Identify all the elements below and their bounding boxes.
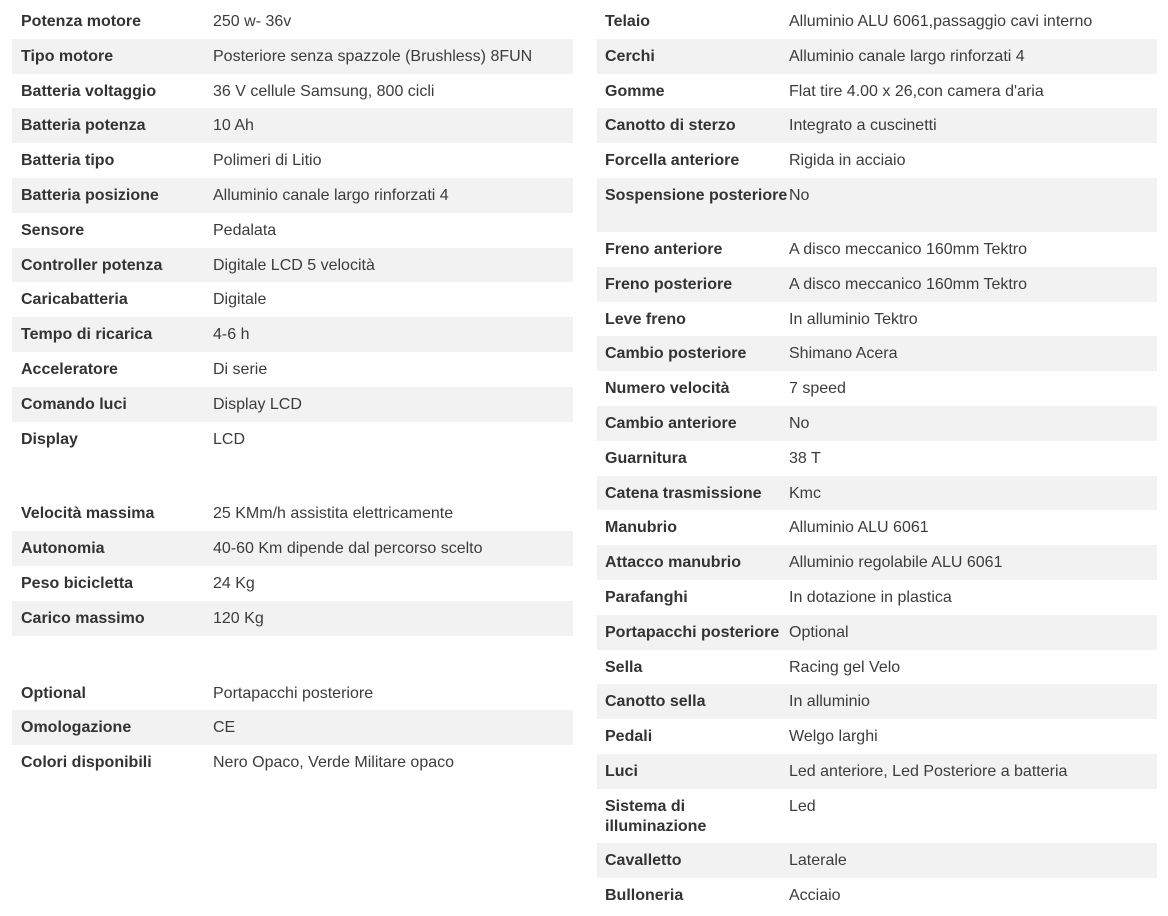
spec-label: Forcella anteriore xyxy=(605,152,740,170)
spec-row xyxy=(12,352,573,387)
spec-label: Omologazione xyxy=(21,719,132,737)
spec-row xyxy=(597,336,1157,371)
left-spec-table xyxy=(12,4,573,780)
spec-label: Batteria potenza xyxy=(21,117,146,135)
spec-row xyxy=(597,754,1157,789)
spec-row xyxy=(597,232,1157,267)
spec-label: Freno anteriore xyxy=(605,240,723,258)
spec-value: Alluminio canale largo rinforzati 4 xyxy=(213,186,449,204)
spec-label: Acceleratore xyxy=(21,360,118,378)
spec-row xyxy=(597,178,1157,232)
spec-value: Led anteriore, Led Posteriore a batteria xyxy=(789,762,1068,780)
spec-label: Autonomia xyxy=(21,540,105,558)
spec-value: In dotazione in plastica xyxy=(789,588,952,606)
spec-label: Sensore xyxy=(21,221,85,239)
spec-value: Welgo larghi xyxy=(789,728,878,746)
spec-value: 36 V cellule Samsung, 800 cicli xyxy=(213,82,435,100)
spec-value: A disco meccanico 160mm Tektro xyxy=(789,240,1028,258)
spec-label: Batteria tipo xyxy=(21,152,115,170)
spec-value: Polimeri di Litio xyxy=(213,152,322,170)
spec-label: Telaio xyxy=(605,13,651,30)
spec-row xyxy=(597,143,1157,178)
spec-value: Shimano Acera xyxy=(789,345,898,363)
spec-value: 250 w- 36v xyxy=(213,13,292,30)
spec-value: Integrato a cuscinetti xyxy=(789,117,937,135)
spec-value: A disco meccanico 160mm Tektro xyxy=(789,275,1028,293)
spec-row xyxy=(12,422,573,457)
spec-label: Tempo di ricarica xyxy=(21,326,153,344)
spec-label: Caricabatteria xyxy=(21,291,128,309)
spec-row xyxy=(12,566,573,601)
spec-label: Peso bicicletta xyxy=(21,574,134,592)
spec-row xyxy=(597,74,1157,109)
spec-value: Alluminio canale largo rinforzati 4 xyxy=(789,47,1025,65)
spec-value: 7 speed xyxy=(789,380,846,398)
spec-label: Cerchi xyxy=(605,47,655,65)
spec-label: Canotto di sterzo xyxy=(605,117,736,135)
spec-value: 40-60 Km dipende dal percorso scelto xyxy=(213,540,483,558)
spec-value: Led xyxy=(789,797,816,815)
spec-row xyxy=(597,684,1157,719)
spec-value: CE xyxy=(213,719,236,737)
spec-label: Gomme xyxy=(605,82,665,100)
spec-row xyxy=(12,74,573,109)
spec-row xyxy=(12,317,573,352)
spec-row xyxy=(12,745,573,780)
spec-label: Display xyxy=(21,430,78,448)
spec-row xyxy=(597,545,1157,580)
spec-row xyxy=(597,615,1157,650)
spec-value: 10 Ah xyxy=(213,117,254,135)
spec-value: No xyxy=(789,186,810,204)
spec-row xyxy=(597,719,1157,754)
spec-row xyxy=(597,878,1157,913)
spec-value: Alluminio ALU 6061,passaggio cavi interno xyxy=(789,13,1093,30)
spec-label: Leve freno xyxy=(605,310,686,328)
spec-label: Guarnitura xyxy=(605,449,687,467)
spec-label: Comando luci xyxy=(21,395,127,413)
right-spec-table xyxy=(597,4,1157,912)
spec-row xyxy=(597,371,1157,406)
spec-row xyxy=(597,476,1157,511)
spec-row xyxy=(597,39,1157,74)
spec-value: 38 T xyxy=(789,449,821,467)
spec-row xyxy=(597,302,1157,337)
spec-value: In alluminio xyxy=(789,693,870,711)
spec-label: Batteria voltaggio xyxy=(21,82,157,100)
spec-value: In alluminio Tektro xyxy=(789,310,918,328)
spec-label: Colori disponibili xyxy=(21,754,152,772)
spec-row xyxy=(12,387,573,422)
group-spacer xyxy=(12,636,573,676)
spec-value: 120 Kg xyxy=(213,609,264,627)
spec-row xyxy=(597,843,1157,878)
spec-label: Catena trasmissione xyxy=(605,484,762,502)
spec-label: Velocità massima xyxy=(21,505,155,523)
spec-label: Tipo motore xyxy=(21,47,114,65)
spec-label: Optional xyxy=(21,684,86,702)
spec-value: Optional xyxy=(789,623,849,641)
spec-row xyxy=(12,282,573,317)
spec-value: Acciaio xyxy=(789,886,841,904)
spec-label: Portapacchi posteriore xyxy=(605,623,780,641)
spec-row xyxy=(12,4,573,39)
spec-row xyxy=(597,789,1157,843)
spec-value: Flat tire 4.00 x 26,con camera d'aria xyxy=(789,82,1044,100)
spec-label: Parafanghi xyxy=(605,588,688,606)
spec-row xyxy=(597,267,1157,302)
spec-value: Posteriore senza spazzole (Brushless) 8FUN xyxy=(213,47,533,65)
spec-label: Batteria posizione xyxy=(21,186,159,204)
spec-label: Cambio anteriore xyxy=(605,414,737,432)
spec-row xyxy=(597,108,1157,143)
spec-label: Sospensione posteriore xyxy=(605,186,788,204)
spec-label: Cavalletto xyxy=(605,851,682,869)
spec-label: Bulloneria xyxy=(605,886,684,904)
spec-row xyxy=(12,496,573,531)
group-spacer xyxy=(12,456,573,496)
spec-row xyxy=(12,108,573,143)
spec-label: Freno posteriore xyxy=(605,275,733,293)
spec-row xyxy=(12,213,573,248)
spec-value: Display LCD xyxy=(213,395,302,413)
spec-label: Attacco manubrio xyxy=(605,554,742,572)
spec-value: Kmc xyxy=(789,484,821,502)
spec-value: 24 Kg xyxy=(213,574,255,592)
spec-label: Pedali xyxy=(605,728,653,746)
spec-label: Controller potenza xyxy=(21,256,163,274)
spec-label: Manubrio xyxy=(605,519,677,537)
spec-value: Alluminio ALU 6061 xyxy=(789,519,929,537)
spec-value: Laterale xyxy=(789,851,847,869)
spec-label: Carico massimo xyxy=(21,609,145,627)
spec-value: Alluminio regolabile ALU 6061 xyxy=(789,554,1003,572)
spec-row xyxy=(12,39,573,74)
spec-label: Potenza motore xyxy=(21,13,142,30)
spec-value: Di serie xyxy=(213,360,268,378)
spec-row xyxy=(12,601,573,636)
spec-row xyxy=(12,531,573,566)
spec-row xyxy=(597,406,1157,441)
spec-row xyxy=(597,441,1157,476)
spec-row xyxy=(597,4,1157,39)
spec-row xyxy=(597,510,1157,545)
spec-value: Digitale LCD 5 velocità xyxy=(213,256,375,274)
spec-value: Nero Opaco, Verde Militare opaco xyxy=(213,754,455,772)
spec-value: Digitale xyxy=(213,291,267,309)
spec-value: LCD xyxy=(213,430,246,448)
spec-row xyxy=(597,580,1157,615)
spec-row xyxy=(12,710,573,745)
spec-value: Rigida in acciaio xyxy=(789,152,906,170)
spec-label: Sella xyxy=(605,658,643,676)
spec-value: Racing gel Velo xyxy=(789,658,901,676)
spec-label: Luci xyxy=(605,762,638,780)
spec-row xyxy=(597,650,1157,685)
spec-label: Sistema di illuminazione xyxy=(605,797,707,835)
spec-value: Portapacchi posteriore xyxy=(213,684,374,702)
spec-label: Numero velocità xyxy=(605,380,730,398)
spec-label: Canotto sella xyxy=(605,693,706,711)
spec-row xyxy=(12,248,573,283)
spec-row xyxy=(12,143,573,178)
spec-value: 25 KMm/h assistita elettricamente xyxy=(213,505,454,523)
spec-row xyxy=(12,178,573,213)
spec-label: Cambio posteriore xyxy=(605,345,747,363)
spec-value: No xyxy=(789,414,810,432)
spec-row xyxy=(12,676,573,711)
spec-value: 4-6 h xyxy=(213,326,250,344)
spec-value: Pedalata xyxy=(213,221,277,239)
